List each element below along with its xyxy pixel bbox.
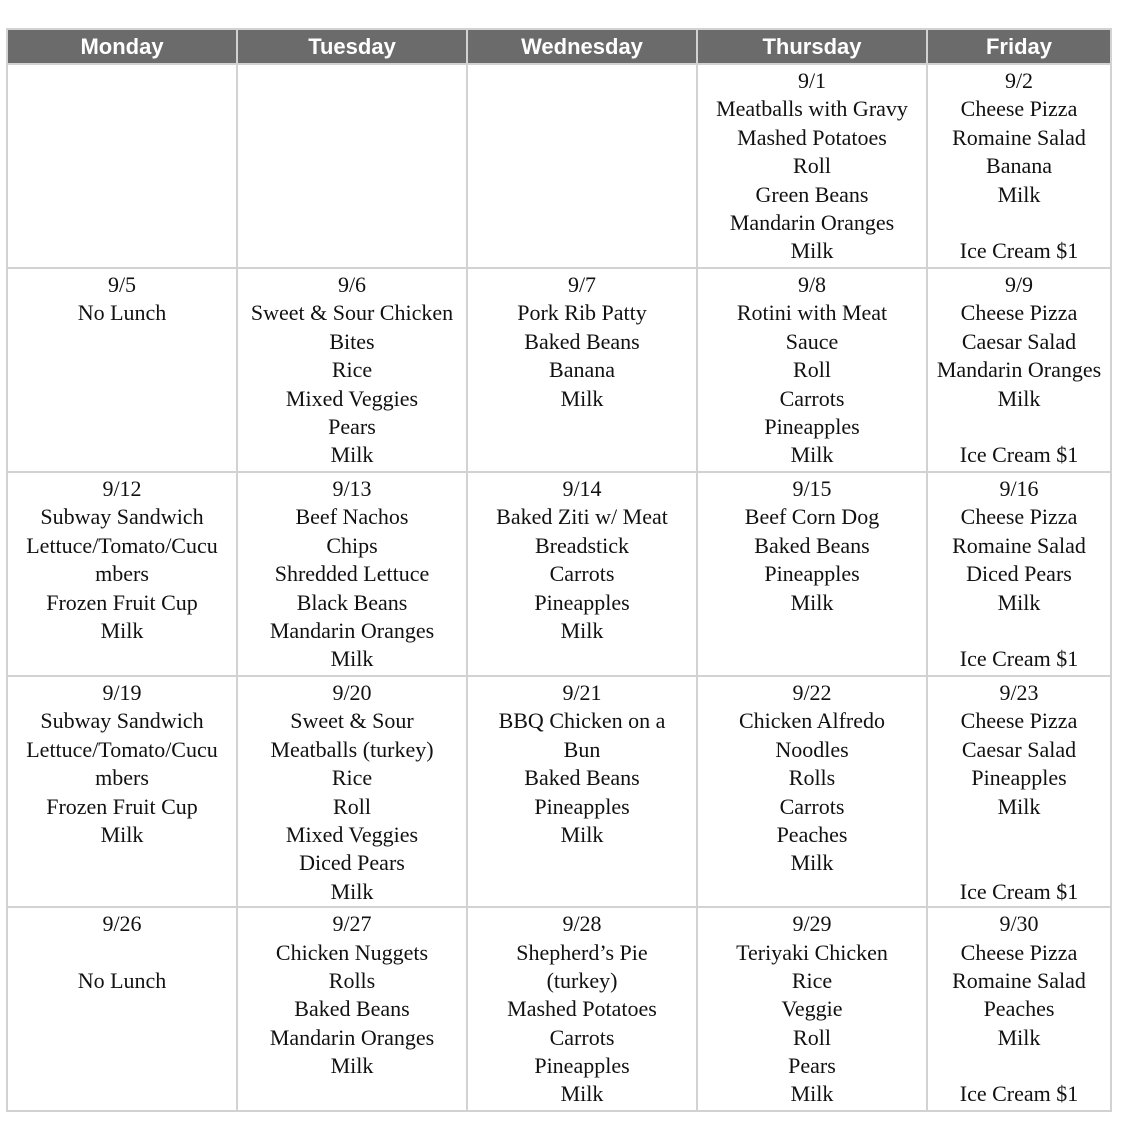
day-cell <box>7 64 237 268</box>
menu-item: mbers <box>95 561 149 587</box>
menu-item: Pineapples <box>764 413 860 439</box>
day-header: Tuesday <box>237 29 467 64</box>
menu-item: Cheese Pizza <box>960 708 1078 734</box>
menu-item: Carrots <box>779 793 845 819</box>
menu-item: Ice Cream $1 <box>959 646 1079 672</box>
menu-item: Milk <box>330 646 374 672</box>
day-cell <box>927 907 1111 1111</box>
menu-body <box>7 64 1111 1111</box>
menu-item: No Lunch <box>77 300 167 326</box>
menu-item <box>928 617 1110 645</box>
menu-date: 9/15 <box>792 476 832 501</box>
day-header: Monday <box>7 29 237 64</box>
day-header: Friday <box>927 29 1111 64</box>
menu-item: Rice <box>331 357 373 383</box>
menu-item: Black Beans <box>296 589 408 615</box>
menu-item: Shepherd’s Pie <box>516 939 648 965</box>
menu-item: Milk <box>997 385 1041 411</box>
menu-item: Rice <box>791 967 833 993</box>
day-cell <box>927 268 1111 472</box>
menu-date: 9/14 <box>562 476 602 501</box>
menu-item: Diced Pears <box>966 561 1072 587</box>
menu-item: Chicken Alfredo <box>738 708 886 734</box>
menu-item: mbers <box>95 765 149 791</box>
menu-item: Cheese Pizza <box>960 300 1078 326</box>
menu-date: 9/5 <box>107 272 137 297</box>
menu-item: Milk <box>330 878 374 904</box>
menu-item: Milk <box>100 821 144 847</box>
menu-item: Chips <box>326 532 378 558</box>
day-cell <box>467 907 697 1111</box>
day-header: Thursday <box>697 29 927 64</box>
menu-item: Noodles <box>775 736 849 762</box>
menu-item: Rice <box>331 765 373 791</box>
menu-item: Meatballs (turkey) <box>270 736 434 762</box>
menu-item: Pineapples <box>971 765 1067 791</box>
menu-item: Sauce <box>785 328 839 354</box>
week-row <box>7 907 1111 1111</box>
menu-item: Lettuce/Tomato/Cucu <box>26 532 218 558</box>
menu-item: Caesar Salad <box>961 328 1077 354</box>
day-cell <box>7 676 237 907</box>
menu-date: 9/22 <box>792 680 832 705</box>
menu-item: Shredded Lettuce <box>274 561 430 587</box>
menu-item: Ice Cream $1 <box>959 878 1079 904</box>
day-cell <box>237 676 467 907</box>
day-cell <box>467 472 697 676</box>
menu-item: Pears <box>328 413 376 439</box>
menu-item: Mixed Veggies <box>285 821 419 847</box>
menu-item <box>928 209 1110 237</box>
menu-item: Carrots <box>549 1024 615 1050</box>
menu-item: Milk <box>560 617 604 643</box>
week-row <box>7 676 1111 907</box>
menu-item <box>928 821 1110 849</box>
menu-date: 9/12 <box>102 476 142 501</box>
day-cell <box>927 64 1111 268</box>
menu-item: Milk <box>790 850 834 876</box>
menu-date: 9/8 <box>797 272 827 297</box>
menu-item: Milk <box>330 442 374 468</box>
menu-date: 9/26 <box>102 911 142 937</box>
menu-item: Mandarin Oranges <box>936 357 1102 383</box>
menu-item: Ice Cream $1 <box>959 442 1079 468</box>
menu-date: 9/23 <box>999 680 1039 705</box>
menu-item: Mandarin Oranges <box>729 209 895 235</box>
menu-item: Peaches <box>983 996 1055 1022</box>
day-cell <box>7 268 237 472</box>
day-cell <box>7 472 237 676</box>
menu-item: Milk <box>997 1024 1041 1050</box>
menu-item: Cheese Pizza <box>960 939 1078 965</box>
menu-item: Pineapples <box>534 793 630 819</box>
menu-item: Carrots <box>779 385 845 411</box>
day-cell <box>697 676 927 907</box>
day-cell <box>697 472 927 676</box>
day-cell <box>467 268 697 472</box>
menu-item <box>928 1052 1110 1080</box>
menu-item: Banana <box>986 153 1052 179</box>
menu-item: Romaine Salad <box>952 124 1086 150</box>
week-row <box>7 268 1111 472</box>
menu-item: Milk <box>560 1081 604 1107</box>
menu-item: (turkey) <box>546 967 618 993</box>
menu-date: 9/7 <box>567 272 597 297</box>
menu-item: Sweet & Sour Chicken <box>250 300 454 326</box>
menu-item: Sweet & Sour <box>290 708 414 734</box>
week-row <box>7 472 1111 676</box>
menu-item: Baked Beans <box>754 532 870 558</box>
menu-date: 9/2 <box>1004 68 1034 93</box>
menu-item: Milk <box>330 1053 374 1079</box>
menu-item: Banana <box>549 357 615 383</box>
day-cell <box>927 472 1111 676</box>
day-cell <box>697 268 927 472</box>
menu-item: Mixed Veggies <box>285 385 419 411</box>
day-cell <box>467 64 697 268</box>
day-header: Wednesday <box>467 29 697 64</box>
menu-date: 9/28 <box>562 911 602 937</box>
menu-date: 9/19 <box>102 680 142 705</box>
menu-item: Mashed Potatoes <box>507 996 657 1022</box>
menu-item: Baked Beans <box>294 996 410 1022</box>
menu-item: Green Beans <box>755 181 869 207</box>
menu-item: Romaine Salad <box>952 967 1086 993</box>
menu-item: Meatballs with Gravy <box>716 96 908 122</box>
menu-item: Mandarin Oranges <box>269 617 435 643</box>
day-cell <box>697 64 927 268</box>
menu-item: Pineapples <box>764 561 860 587</box>
menu-item: Milk <box>560 821 604 847</box>
menu-date: 9/16 <box>999 476 1039 501</box>
menu-item: Subway Sandwich <box>40 708 204 734</box>
menu-item: Cheese Pizza <box>960 504 1078 530</box>
menu-item: Bun <box>563 736 601 762</box>
day-cell <box>237 64 467 268</box>
menu-date: 9/27 <box>332 911 372 937</box>
menu-date: 9/20 <box>332 680 372 705</box>
menu-item: Bites <box>329 328 375 354</box>
menu-item: Roll <box>793 153 831 179</box>
menu-item: No Lunch <box>77 967 167 993</box>
menu-item: Lettuce/Tomato/Cucu <box>26 736 218 762</box>
menu-item: Caesar Salad <box>961 736 1077 762</box>
menu-item: Cheese Pizza <box>960 96 1078 122</box>
menu-item: Roll <box>793 357 831 383</box>
menu-item: Mashed Potatoes <box>737 124 887 150</box>
day-cell <box>697 907 927 1111</box>
menu-item: Veggie <box>781 996 843 1022</box>
menu-item: Carrots <box>549 561 615 587</box>
menu-date: 9/21 <box>562 680 602 705</box>
menu-item <box>928 413 1110 441</box>
menu-item: Peaches <box>776 821 848 847</box>
menu-item: Beef Nachos <box>295 504 409 530</box>
menu-item: Diced Pears <box>299 850 405 876</box>
menu-date: 9/30 <box>999 911 1039 937</box>
menu-item: Frozen Fruit Cup <box>46 793 198 819</box>
menu-date: 9/13 <box>332 476 372 501</box>
menu-item: Milk <box>790 1081 834 1107</box>
menu-item: Ice Cream $1 <box>959 1081 1079 1107</box>
header-row <box>7 29 1111 64</box>
menu-item: Pineapples <box>534 1053 630 1079</box>
menu-item: Milk <box>560 385 604 411</box>
menu-item: BBQ Chicken on a <box>498 708 666 734</box>
week-row <box>7 64 1111 268</box>
menu-item: Milk <box>790 442 834 468</box>
menu-item: Rolls <box>788 765 836 791</box>
menu-date: 9/1 <box>797 68 827 93</box>
menu-date: 9/29 <box>792 911 832 937</box>
menu-item: Milk <box>100 617 144 643</box>
day-cell <box>927 676 1111 907</box>
menu-item: Milk <box>997 589 1041 615</box>
day-cell <box>7 907 237 1111</box>
menu-item: Frozen Fruit Cup <box>46 589 198 615</box>
menu-date: 9/9 <box>1004 272 1034 297</box>
menu-item: Ice Cream $1 <box>959 238 1079 264</box>
menu-item: Baked Beans <box>524 765 640 791</box>
day-cell <box>237 907 467 1111</box>
menu-item: Milk <box>997 181 1041 207</box>
day-cell <box>237 472 467 676</box>
lunch-menu-table <box>6 28 1112 1112</box>
menu-item: Breadstick <box>534 532 630 558</box>
menu-item: Mandarin Oranges <box>269 1024 435 1050</box>
menu-item: Rotini with Meat <box>736 300 888 326</box>
menu-item: Romaine Salad <box>952 532 1086 558</box>
menu-item: Milk <box>997 793 1041 819</box>
day-cell <box>237 268 467 472</box>
menu-date: 9/6 <box>337 272 367 297</box>
menu-item: Pears <box>788 1053 836 1079</box>
menu-item: Beef Corn Dog <box>744 504 880 530</box>
menu-item: Subway Sandwich <box>40 504 204 530</box>
menu-item: Pineapples <box>534 589 630 615</box>
day-cell <box>467 676 697 907</box>
menu-item: Baked Beans <box>524 328 640 354</box>
menu-item <box>8 939 236 967</box>
menu-item: Teriyaki Chicken <box>736 939 888 965</box>
menu-item <box>928 849 1110 877</box>
menu-item: Rolls <box>328 967 376 993</box>
menu-item: Baked Ziti w/ Meat <box>496 504 668 530</box>
menu-item: Pork Rib Patty <box>517 300 647 326</box>
menu-item: Roll <box>793 1024 831 1050</box>
menu-item: Roll <box>333 793 371 819</box>
menu-item: Milk <box>790 238 834 264</box>
menu-item: Milk <box>790 589 834 615</box>
menu-item: Chicken Nuggets <box>275 939 429 965</box>
